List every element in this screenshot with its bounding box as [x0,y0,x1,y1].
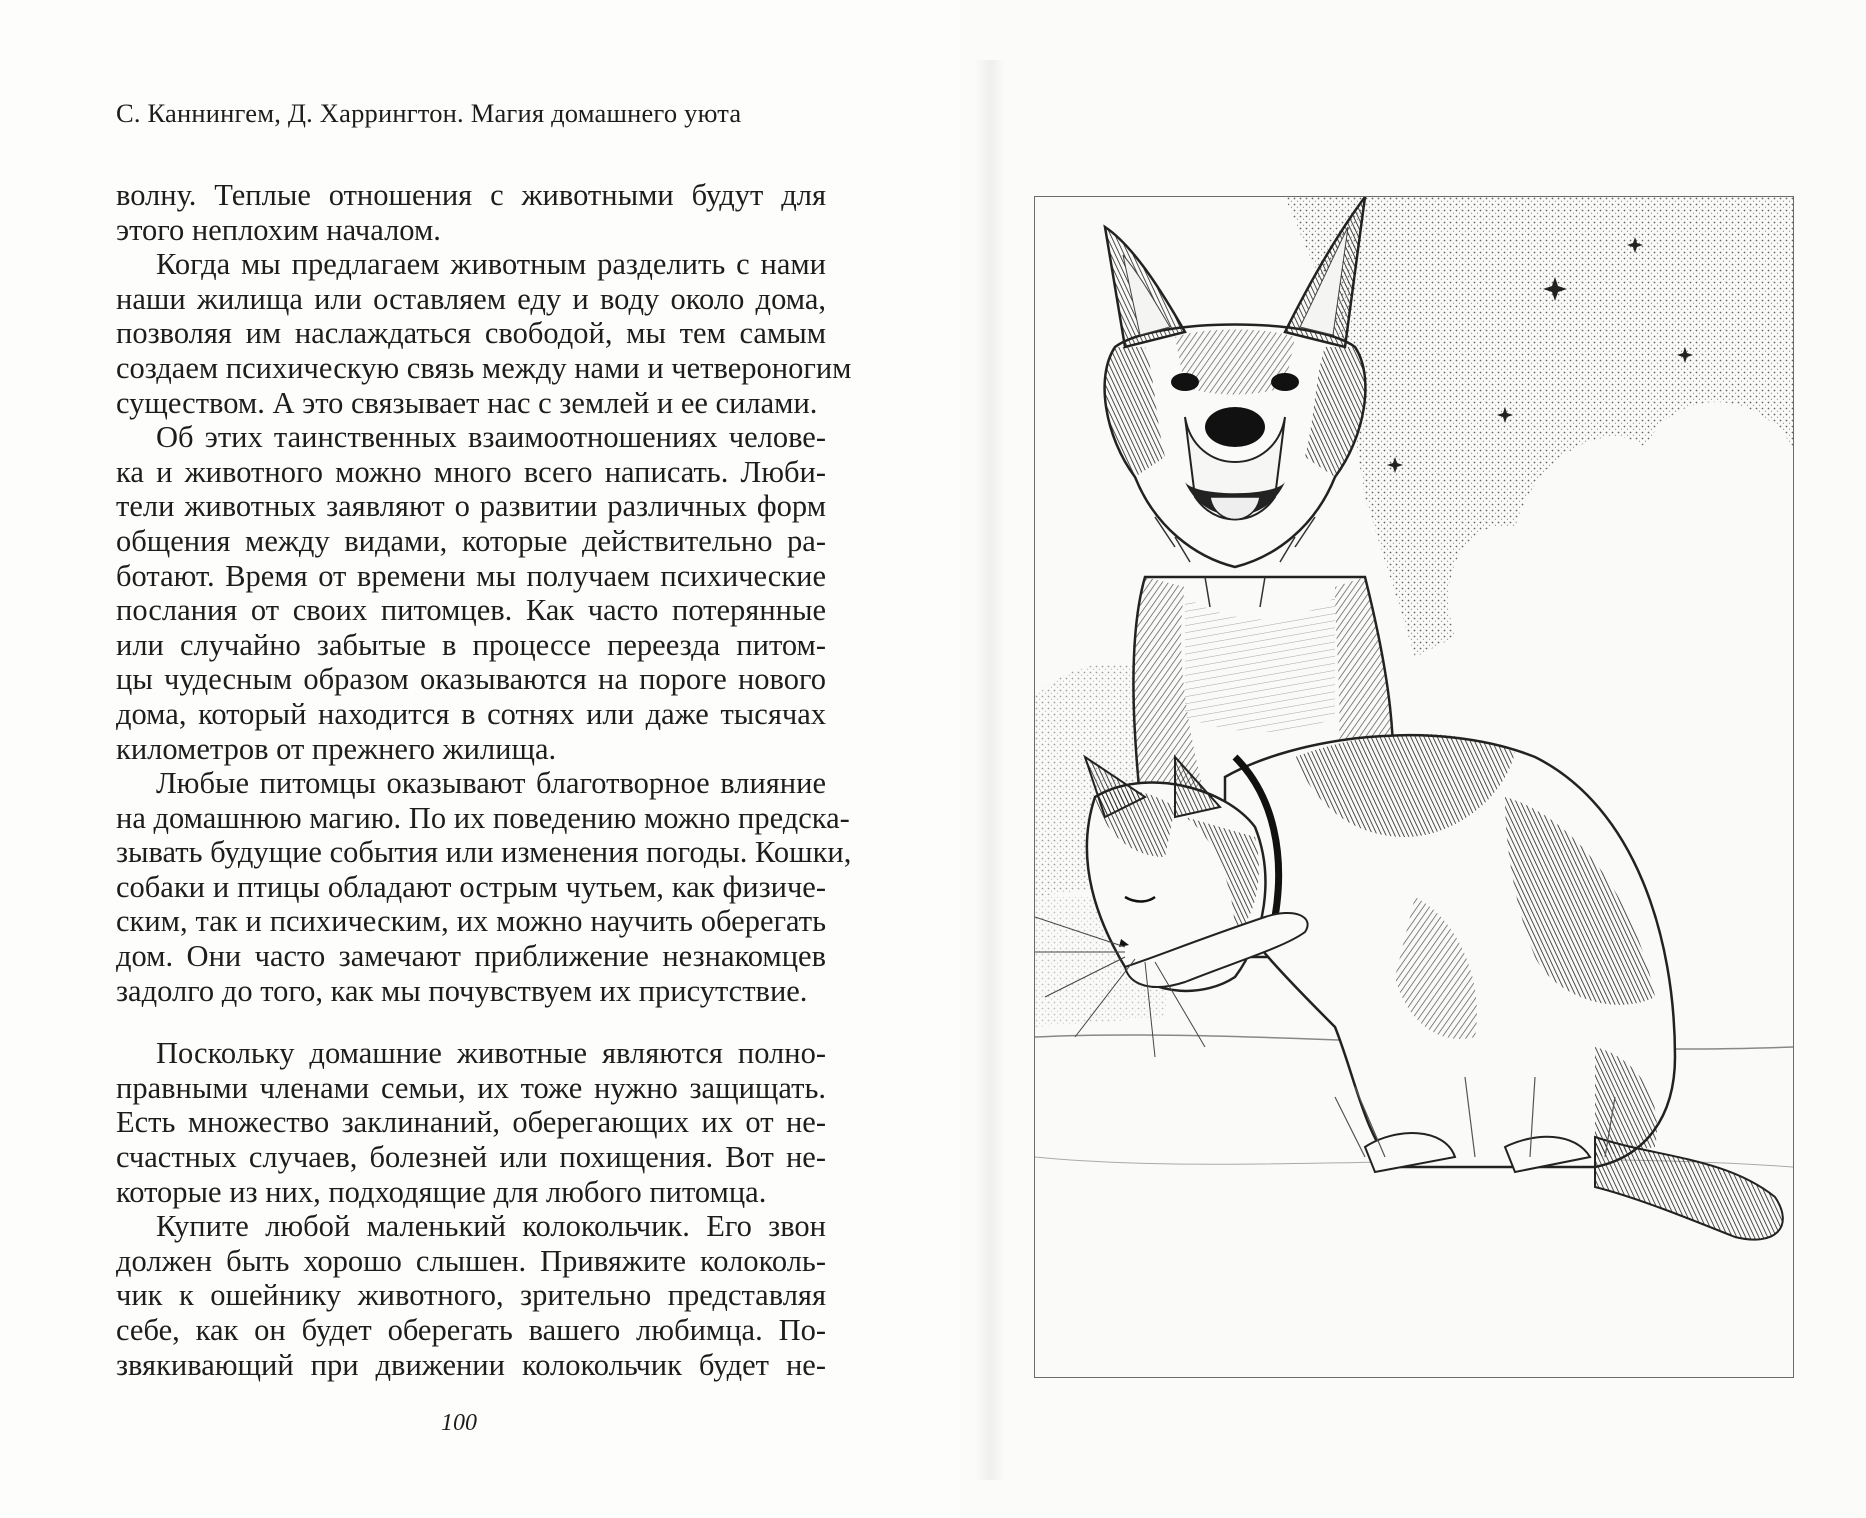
text-line: позволяя им наслаждаться свободой, мы тем самым [116,316,826,351]
text-line: на домашнюю магию. По их поведению можно предска- [116,800,850,835]
text-line: Поскольку домашние животные являются полно- [156,1036,826,1071]
running-head: С. Каннингем, Д. Харрингтон. Магия домашнего уюта [116,98,742,128]
text-line: ботают. Время от времени мы получаем психические [116,558,826,593]
gutter-shadow [975,60,1005,1480]
text-line: километров от прежнего жилища. [116,731,557,766]
dog-and-cat-illustration [1034,196,1794,1378]
text-line: должен быть хорошо слышен. Привяжите колоколь- [116,1243,826,1278]
text-line: Купите любой маленький колокольчик. Его звон [156,1209,826,1244]
text-line: дом. Они часто замечают приближение незнакомцев [116,939,826,974]
text-line: ским, так и психическим, их можно научить оберегать [116,904,826,939]
text-line: правными членами семьи, их тоже нужно защищать. [116,1070,826,1105]
text-line: наши жилища или оставляем еду и воду около дома, [116,281,826,316]
text-line: волну. Теплые отношения с животными будут для [116,178,826,212]
text-line: общения между видами, которые действительно ра- [116,523,826,558]
text-line: цы чудесным образом оказываются на пороге нового [116,662,826,697]
text-line: ка и животного можно много всего написать. Люби- [116,454,826,489]
illustration-drawing [1035,197,1793,1377]
text-line: Есть множество заклинаний, оберегающих их от не- [116,1105,826,1140]
text-line: этого неплохим началом. [116,212,441,247]
text-line: тели животных заявляют о развитии различных форм [116,489,826,524]
text-line: дома, который находится в сотнях или даже тысячах [116,696,826,731]
page-number: 100 [441,1410,477,1436]
text-line: Любые питомцы оказывают благотворное влияние [156,766,826,801]
text-line: существом. А это связывает нас с землей и ее силами. [116,385,818,420]
text-line: которые из них, подходящие для любого питомца. [116,1174,767,1209]
text-line: Об этих таинственных взаимоотношениях челове- [156,420,826,455]
text-line: или случайно забытые в процессе переезда питом- [116,627,826,662]
text-line: послания от своих питомцев. Как часто потерянные [116,593,826,628]
text-line: чик к ошейнику животного, зрительно представляя [116,1278,826,1313]
text-line: Когда мы предлагаем животным разделить с нами [156,247,826,282]
body-text [116,178,852,1382]
text-line: создаем психическую связь между нами и четвероногим [116,350,852,385]
text-line: себе, как он будет оберегать вашего любимца. По- [116,1313,826,1347]
text-line: звякивающий при движении колокольчик будет не- [116,1347,826,1382]
text-line: собаки и птицы обладают острым чутьем, как физиче- [116,869,826,904]
text-line: задолго до того, как мы почувствуем их присутствие. [116,973,808,1008]
text-line: зывать будущие события или изменения погоды. Кошки, [116,835,852,870]
text-line: счастных случаев, болезней или похищения. Вот не- [116,1140,826,1175]
